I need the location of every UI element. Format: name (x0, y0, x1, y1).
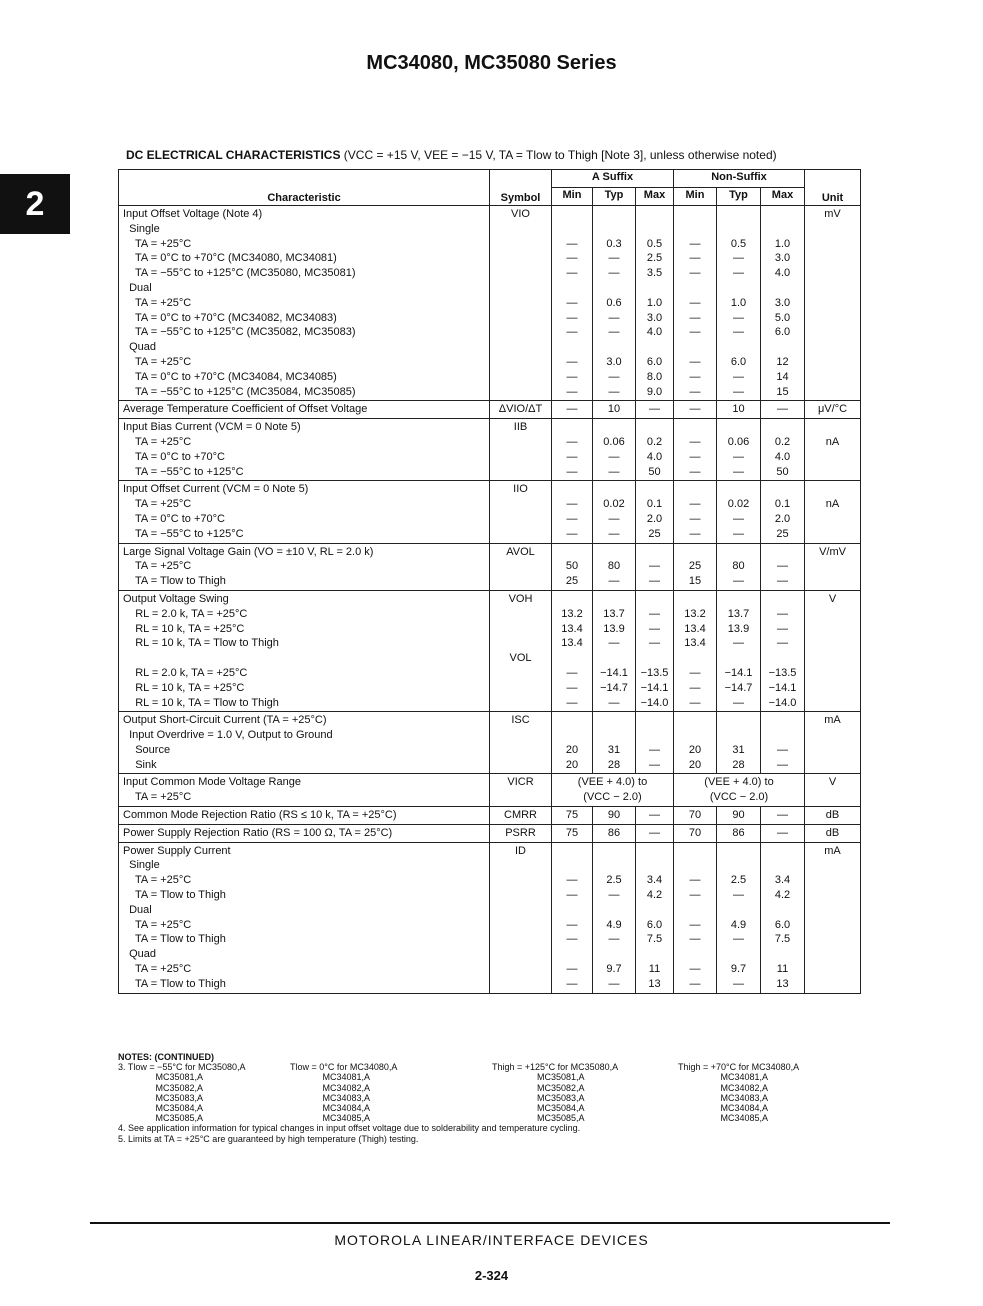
cell-n-typ: 0.02 — — (717, 481, 761, 543)
cell-characteristic: Power Supply Current Single TA = +25°C TA = Tlow to Thigh Dual TA = +25°C TA = Tlow to Thigh Quad TA = +25°C TA = Tlow to Thigh (119, 842, 490, 993)
cell-n-min: 70 (674, 807, 717, 825)
cell-n-max: 1.0 3.0 4.0 3.0 5.0 6.0 12 14 15 (761, 206, 805, 401)
cell-characteristic: Input Common Mode Voltage Range TA = +25°C (119, 774, 490, 807)
table-row (119, 824, 861, 842)
cell-symbol: VICR (490, 774, 552, 807)
cell-a-min: — — — — — — (552, 842, 593, 993)
cell-a-max: — — — −13.5 −14.1 −14.0 (636, 590, 674, 711)
cell-n-max: — (761, 807, 805, 825)
cell-a-max: — (636, 824, 674, 842)
cell-a-max: — (636, 807, 674, 825)
table-row (119, 206, 861, 401)
cell-a-max: — (636, 401, 674, 419)
cell-symbol: IIB (490, 419, 552, 481)
cell-a-max: — — (636, 543, 674, 590)
cell-symbol: ΔVIO/ΔT (490, 401, 552, 419)
cell-n-min: 25 15 (674, 543, 717, 590)
header-n-typ: Typ (717, 188, 761, 206)
cell-a-min: — (552, 401, 593, 419)
cell-a-max: 0.1 2.0 25 (636, 481, 674, 543)
header-a-max: Max (636, 188, 674, 206)
table-heading (126, 148, 777, 162)
header-a-typ: Typ (593, 188, 636, 206)
cell-a-typ: 2.5 — 4.9 — 9.7 — (593, 842, 636, 993)
header-non-suffix: Non-Suffix (674, 170, 805, 188)
footer-text: MOTOROLA LINEAR/INTERFACE DEVICES (334, 1232, 649, 1248)
header-symbol: Symbol (490, 170, 552, 206)
cell-a-typ: 0.02 — — (593, 481, 636, 543)
cell-n-typ: 90 (717, 807, 761, 825)
cell-n-max: — — — −13.5 −14.1 −14.0 (761, 590, 805, 711)
header-characteristic: Characteristic (119, 170, 490, 206)
cell-a-max: 3.4 4.2 6.0 7.5 11 13 (636, 842, 674, 993)
cell-unit: mA (805, 712, 861, 774)
cell-a-typ: 90 (593, 807, 636, 825)
cell-characteristic: Average Temperature Coefficient of Offset Voltage (119, 401, 490, 419)
note-3-thigh-mc35: Thigh = +125°C for MC35080,A MC35081,A MC35082,A MC35083,A MC35084,A MC35085,A (492, 1062, 619, 1124)
cell-n-min: 20 20 (674, 712, 717, 774)
table-row (119, 590, 861, 711)
cell-a-typ: 86 (593, 824, 636, 842)
cell-symbol: CMRR (490, 807, 552, 825)
cell-n-min: 70 (674, 824, 717, 842)
cell-a-typ: 0.3 — — 0.6 — — 3.0 — — (593, 206, 636, 401)
cell-symbol: ID (490, 842, 552, 993)
table-row (119, 774, 861, 807)
section-tab: 2 (0, 174, 70, 234)
header-n-max: Max (761, 188, 805, 206)
note-4: 4. See application information for typical changes in input offset voltage due to solderability and temperature cycling. (118, 1123, 581, 1134)
cell-n-max: 3.4 4.2 6.0 7.5 11 13 (761, 842, 805, 993)
notes-section (118, 1052, 878, 1144)
cell-unit: mA (805, 842, 861, 993)
page-title: MC34080, MC35080 Series (366, 52, 617, 74)
cell-a-min: — — — — — — — — — (552, 206, 593, 401)
cell-n-typ: 80 — (717, 543, 761, 590)
table-body (119, 206, 861, 994)
cell-n-min: — — — — — — — — — (674, 206, 717, 401)
cell-a-min: 50 25 (552, 543, 593, 590)
table-row (119, 481, 861, 543)
cell-a-typ: 31 28 (593, 712, 636, 774)
cell-n-typ: 0.06 — — (717, 419, 761, 481)
cell-n-min: — (674, 401, 717, 419)
table-row (119, 807, 861, 825)
cell-a-typ: 10 (593, 401, 636, 419)
cell-a-typ: 13.7 13.9 — −14.1 −14.7 — (593, 590, 636, 711)
cell-symbol: ISC (490, 712, 552, 774)
cell-n-typ: 31 28 (717, 712, 761, 774)
cell-n-typ: 10 (717, 401, 761, 419)
cell-n-typ: 86 (717, 824, 761, 842)
table-row (119, 842, 861, 993)
cell-characteristic: Input Bias Current (VCM = 0 Note 5) TA = +25°C TA = 0°C to +70°C TA = −55°C to +125°C (119, 419, 490, 481)
table-row (119, 712, 861, 774)
cell-symbol: PSRR (490, 824, 552, 842)
cell-a-min: 75 (552, 807, 593, 825)
cell-n-typ: 0.5 — — 1.0 — — 6.0 — — (717, 206, 761, 401)
cell-unit: nA (805, 481, 861, 543)
cell-characteristic: Output Voltage Swing RL = 2.0 k, TA = +25°C RL = 10 k, TA = +25°C RL = 10 k, TA = Tlow to Thigh RL = 2.0 k, TA = +25°C RL = 10 k, TA = +25°C RL = 10 k, TA = Tlow to Thigh (119, 590, 490, 711)
cell-n-max: — (761, 824, 805, 842)
table-heading-conditions: (VCC = +15 V, VEE = −15 V, TA = Tlow to Thigh [Note 3], unless otherwise noted) (343, 148, 777, 162)
cell-unit: μV/°C (805, 401, 861, 419)
cell-a-typ: 0.06 — — (593, 419, 636, 481)
cell-unit: V (805, 774, 861, 807)
cell-characteristic: Output Short-Circuit Current (TA = +25°C) Input Overdrive = 1.0 V, Output to Ground Source Sink (119, 712, 490, 774)
cell-symbol: VOH VOL (490, 590, 552, 711)
table-row (119, 543, 861, 590)
cell-characteristic: Input Offset Current (VCM = 0 Note 5) TA = +25°C TA = 0°C to +70°C TA = −55°C to +125°C (119, 481, 490, 543)
cell-symbol: AVOL (490, 543, 552, 590)
note-5: 5. Limits at TA = +25°C are guaranteed by high temperature (Thigh) testing. (118, 1133, 419, 1144)
note-3 (118, 1062, 878, 1123)
header-a-suffix: A Suffix (552, 170, 674, 188)
cell-symbol: IIO (490, 481, 552, 543)
dc-characteristics-table (118, 169, 861, 994)
note-3-thigh-mc34: Thigh = +70°C for MC34080,A MC34081,A MC34082,A MC34083,A MC34084,A MC34085,A (678, 1062, 800, 1124)
cell-unit: V/mV (805, 543, 861, 590)
cell-a-min: 13.2 13.4 13.4 — — — (552, 590, 593, 711)
cell-unit: dB (805, 807, 861, 825)
footer-rule (90, 1222, 890, 1224)
cell-n-min: 13.2 13.4 13.4 — — — (674, 590, 717, 711)
cell-n-min: — — — (674, 419, 717, 481)
cell-n-max: — — (761, 543, 805, 590)
cell-characteristic: Input Offset Voltage (Note 4) Single TA = +25°C TA = 0°C to +70°C (MC34080, MC34081) TA = −55°C to +125°C (MC35080, MC35081) Dual TA = +25°C TA = 0°C to +70°C (MC34082, MC34083) TA = −55°C to +125°C (MC35082, MC35083) Quad TA = +25°C TA = 0°C to +70°C (MC34084, MC34085) TA = −55°C to +125°C (MC35084, MC35085) (119, 206, 490, 401)
cell-a-max: 0.5 2.5 3.5 1.0 3.0 4.0 6.0 8.0 9.0 (636, 206, 674, 401)
cell-n-max: 0.1 2.0 25 (761, 481, 805, 543)
cell-characteristic: Common Mode Rejection Ratio (RS ≤ 10 k, TA = +25°C) (119, 807, 490, 825)
cell-a-min: 75 (552, 824, 593, 842)
note-3-tlow-mc35: 3. Tlow = −55°C for MC35080,A MC35081,A MC35082,A MC35083,A MC35084,A MC35085,A (118, 1062, 246, 1124)
table-row (119, 401, 861, 419)
cell-n-typ: 13.7 13.9 — −14.1 −14.7 — (717, 590, 761, 711)
page-number: 2-324 (474, 1268, 509, 1283)
cell-a-typ: 80 — (593, 543, 636, 590)
cell-unit: V (805, 590, 861, 711)
cell-unit: nA (805, 419, 861, 481)
cell-characteristic: Large Signal Voltage Gain (VO = ±10 V, RL = 2.0 k) TA = +25°C TA = Tlow to Thigh (119, 543, 490, 590)
notes-heading: NOTES: (CONTINUED) (118, 1052, 214, 1062)
cell-n-max: — (761, 401, 805, 419)
table-row (119, 419, 861, 481)
header-a-min: Min (552, 188, 593, 206)
cell-characteristic: Power Supply Rejection Ratio (RS = 100 Ω, TA = 25°C) (119, 824, 490, 842)
cell-non-suffix-range: (VEE + 4.0) to (VCC − 2.0) (674, 774, 805, 807)
cell-a-min: 20 20 (552, 712, 593, 774)
table-heading-bold: DC ELECTRICAL CHARACTERISTICS (126, 148, 341, 162)
cell-a-suffix-range: (VEE + 4.0) to (VCC − 2.0) (552, 774, 674, 807)
cell-n-max: — — (761, 712, 805, 774)
cell-symbol: VIO (490, 206, 552, 401)
cell-n-min: — — — (674, 481, 717, 543)
header-unit: Unit (805, 170, 861, 206)
cell-a-max: — — (636, 712, 674, 774)
cell-unit: mV (805, 206, 861, 401)
cell-a-max: 0.2 4.0 50 (636, 419, 674, 481)
note-3-tlow-mc34: Tlow = 0°C for MC34080,A MC34081,A MC34082,A MC34083,A MC34084,A MC34085,A (290, 1062, 398, 1124)
cell-a-min: — — — (552, 481, 593, 543)
cell-n-min: — — — — — — (674, 842, 717, 993)
header-n-min: Min (674, 188, 717, 206)
cell-unit: dB (805, 824, 861, 842)
cell-n-max: 0.2 4.0 50 (761, 419, 805, 481)
cell-n-typ: 2.5 — 4.9 — 9.7 — (717, 842, 761, 993)
cell-a-min: — — — (552, 419, 593, 481)
